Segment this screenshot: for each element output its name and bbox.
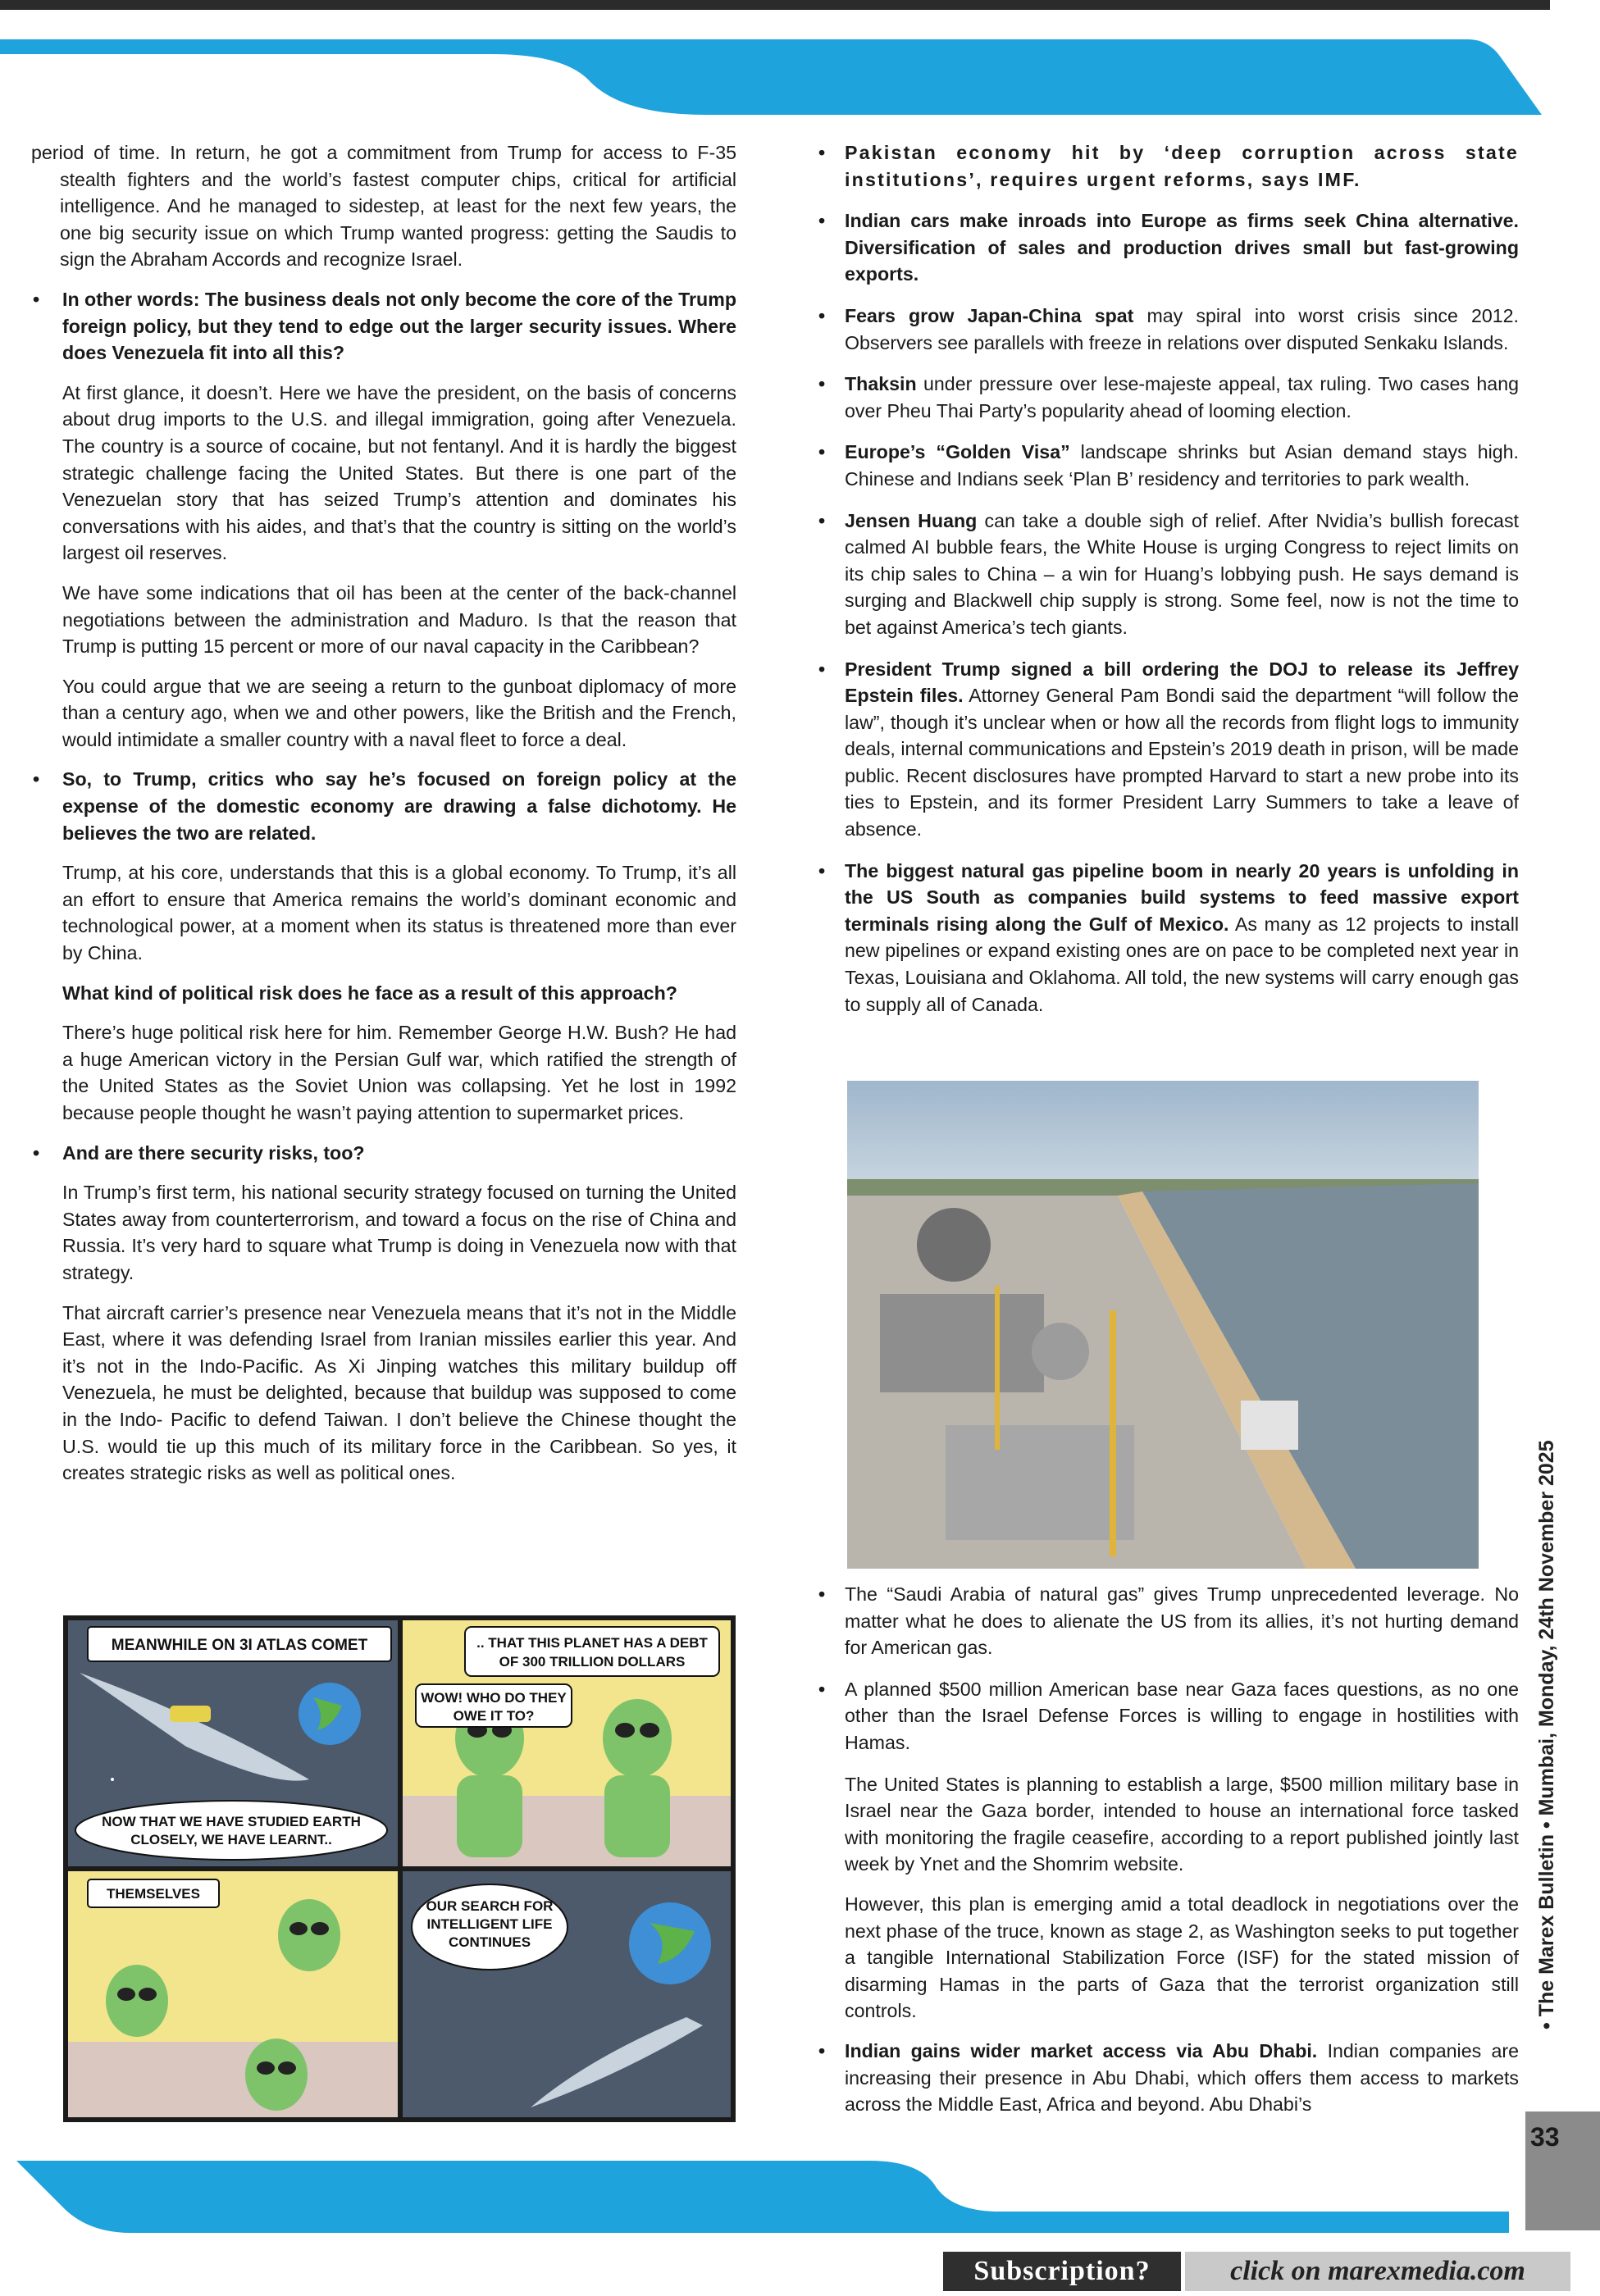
comic-caption: MEANWHILE ON 3I ATLAS COMET	[111, 1637, 368, 1654]
page-number: 33	[1530, 2122, 1560, 2152]
news-item: • Europe’s “Golden Visa” landscape shrinks but Asian demand stays high. Chinese and Indians seek ‘Plan B’ residency and territories to park wealth.	[812, 439, 1519, 492]
news-item: • The “Saudi Arabia of natural gas” gives Trump unprecedented leverage. No matter what he does to alienate the US from its allies, it’s not hurting demand for American gas.	[812, 1581, 1519, 1661]
comic-speech: CLOSELY, WE HAVE LEARNT..	[130, 1832, 332, 1847]
question-political-risk: What kind of political risk does he face as a result of this approach?	[62, 982, 677, 1004]
comic-speech: OUR SEARCH FOR	[426, 1898, 554, 1914]
intro-paragraph: period of time. In return, he got a commitment from Trump for access to F-35 stealth fighters and the world’s fastest computer chips, critical for artificial intelligence. And he managed to sidestep, at least for the next few years, the one big security issue on which Trump wanted progress: getting the Saudis to sign the Abraham Accords and recognize Israel.	[31, 142, 736, 271]
news-paragraph: However, this plan is emerging amid a total deadlock in negotiations over the next phase of the truce, known as stage 2, as Washington seeks to put together a tangible International Stabilization Force (ISF) for the stated mission of disarming Hamas in the parts of Gaza that the terrorist organization still controls.	[845, 1893, 1519, 2022]
news-item: • A planned $500 million American base near Gaza faces questions, as no one other than the Israel Defense Forces is willing to engage in hostilities with Hamas.	[812, 1676, 1519, 1756]
news-item: • Indian cars make inroads into Europe as firms seek China alternative. Diversification of sales and production drives small but fast-growing exports.	[812, 207, 1519, 288]
right-column	[812, 139, 1519, 1032]
question-venezuela: • In other words: The business deals not only become the core of the Trump foreign policy, but they tend to edge out the larger security issues. Where does Venezuela fit into all this?	[31, 286, 736, 367]
right-column-continued	[812, 1581, 1519, 2133]
comic-panel-2	[403, 1620, 731, 1866]
answer-paragraph: Trump, at his core, understands that this is a global economy. To Trump, it’s all an effort to ensure that America remains the world’s dominant economic and technological power, at a moment when its status is threatened more than ever by China.	[62, 862, 736, 964]
answer-paragraph: We have some indications that oil has been at the center of the back-channel negotiations between the administration and Maduro. Is that the reason that Trump is putting 15 percent or more of our naval capacity in the Caribbean?	[62, 581, 736, 658]
news-item: • Thaksin under pressure over lese-majeste appeal, tax ruling. Two cases hang over Pheu Thai Party’s popularity ahead of looming election.	[812, 371, 1519, 424]
news-item: • Jensen Huang can take a double sigh of relief. After Nvidia’s bullish forecast calmed AI bubble fears, the White House is urging Congress to reject limits on its chip sales to China – a win for Huang’s lobbying push. He says demand is surging and Blackwell chip supply is strong. Some feel, now is not the time to bet against America’s tech giants.	[812, 508, 1519, 641]
alien-figure	[106, 1965, 168, 2037]
answer-paragraph: There’s huge political risk here for him. Remember George H.W. Bush? He had a huge American victory in the Persian Gulf war, which ratified the strength of the United States as the Soviet Union was collapsing. Yet he lost in 1992 because people thought he wasn’t paying attention to supermarket prices.	[62, 1022, 736, 1123]
bottom-wave-banner	[0, 2161, 1600, 2234]
answer-paragraph: That aircraft carrier’s presence near Venezuela means that it’s not in the Middle East, where it was defending Israel from Iranian missiles earlier this year. And it’s not in the Indo-Pacific. As Xi Jinping watches this military buildup off Venezuela, he must be delighted, because that buildup was supposed to come in the Indo- Pacific to defend Taiwan. I don’t believe the Chinese thought the U.S. would tie up this much of its military force in the Caribbean. So yes, it creates strategic risks as well as political ones.	[62, 1301, 736, 1484]
news-paragraph: The United States is planning to establish a large, $500 million military base in Israel near the Gaza border, intended to house an international force tasked with monitoring the fragile ceasefire, according to a report published jointly last week by Ynet and the Shomrim website.	[845, 1773, 1519, 1875]
subscription-button[interactable]: Subscription?	[943, 2252, 1181, 2291]
comic-panel-4	[403, 1871, 731, 2117]
comic-speech: CONTINUES	[448, 1934, 531, 1950]
news-item: • Pakistan economy hit by ‘deep corruption across state institutions’, requires urgent reforms, says IMF.	[812, 139, 1519, 193]
comic-panel-3	[68, 1871, 398, 2117]
news-item: • The biggest natural gas pipeline boom in nearly 20 years is unfolding in the US South as companies build systems to feed massive export terminals rising along the Gulf of Mexico. As many as 12 projects to install new pipelines or expand existing ones are on pace to be completed next year in Texas, Louisiana and Oklahoma. All told, the new systems will carry enough gas to supply all of Canada.	[812, 858, 1519, 1018]
answer-paragraph: In Trump’s first term, his national security strategy focused on turning the United States away from counterterrorism, and toward a focus on the rise of China and Russia. It’s very hard to square what Trump is doing in Venezuela now with that strategy.	[62, 1182, 736, 1283]
alien-figure	[278, 1899, 340, 1971]
question-security-risks: • And are there security risks, too?	[31, 1140, 736, 1167]
alien-figure	[603, 1699, 672, 1778]
publication-info: • The Marex Bulletin • Mumbai, Monday, 24th November 2025	[1535, 1440, 1558, 2029]
alien-figure	[245, 2039, 308, 2111]
news-item: • Fears grow Japan-China spat may spiral into worst crisis since 2012. Observers see parallels with freeze in relations over disputed Senkaku Islands.	[812, 303, 1519, 356]
spaceship-icon	[170, 1706, 211, 1722]
question-domestic-economy: • So, to Trump, critics who say he’s focused on foreign policy at the expense of the domestic economy are drawing a false dichotomy. He believes the two are related.	[31, 766, 736, 846]
gas-terminal-photo	[847, 1081, 1479, 1569]
comic-speech: INTELLIGENT LIFE	[426, 1916, 553, 1932]
top-dark-bar	[0, 0, 1550, 10]
subscription-link[interactable]: click on marexmedia.com	[1185, 2252, 1570, 2291]
comic-speech: OF 300 TRILLION DOLLARS	[499, 1654, 686, 1670]
top-wave-banner	[0, 33, 1600, 115]
answer-paragraph: At first glance, it doesn’t. Here we have the president, on the basis of concerns about drug imports to the U.S. and illegal immigration, going after Venezuela. The country is a source of cocaine, but not fentanyl. And it is hardly the biggest strategic challenge facing the United States. But there is one part of the Venezuelan story that has seized Trump’s attention and dominates his conversations with his aides, and that’s that the country is sitting on the world’s largest oil reserves.	[62, 381, 736, 564]
alien-comic-strip	[63, 1615, 736, 2122]
answer-paragraph: You could argue that we are seeing a return to the gunboat diplomacy of more than a century ago, when we and other powers, like the British and the French, would intimidate a smaller country with a naval fleet to force a deal.	[62, 675, 736, 750]
left-column	[31, 139, 736, 1500]
comic-speech: OWE IT TO?	[453, 1708, 535, 1724]
news-item: • Indian gains wider market access via Abu Dhabi. Indian companies are increasing their presence in Abu Dhabi, which offers them access to markets across the Middle East, Africa and beyond. Abu Dhabi’s	[812, 2038, 1519, 2118]
comic-speech: THEMSELVES	[107, 1886, 200, 1902]
comic-speech: WOW! WHO DO THEY	[421, 1690, 567, 1706]
comic-speech: NOW THAT WE HAVE STUDIED EARTH	[102, 1814, 361, 1829]
comic-speech: .. THAT THIS PLANET HAS A DEBT	[476, 1635, 708, 1651]
comic-panel-1	[68, 1620, 398, 1866]
news-item: • President Trump signed a bill ordering the DOJ to release its Jeffrey Epstein files. Attorney General Pam Bondi said the department “will follow the law”, though it’s unclear when or how all the records from flight logs to immunity deals, internal communications and Epstein’s 2019 death in prison, will be made public. Recent disclosures have prompted Harvard to start a new probe into its ties to Epstein, and its former President Larry Summers to take a leave of absence.	[812, 656, 1519, 843]
